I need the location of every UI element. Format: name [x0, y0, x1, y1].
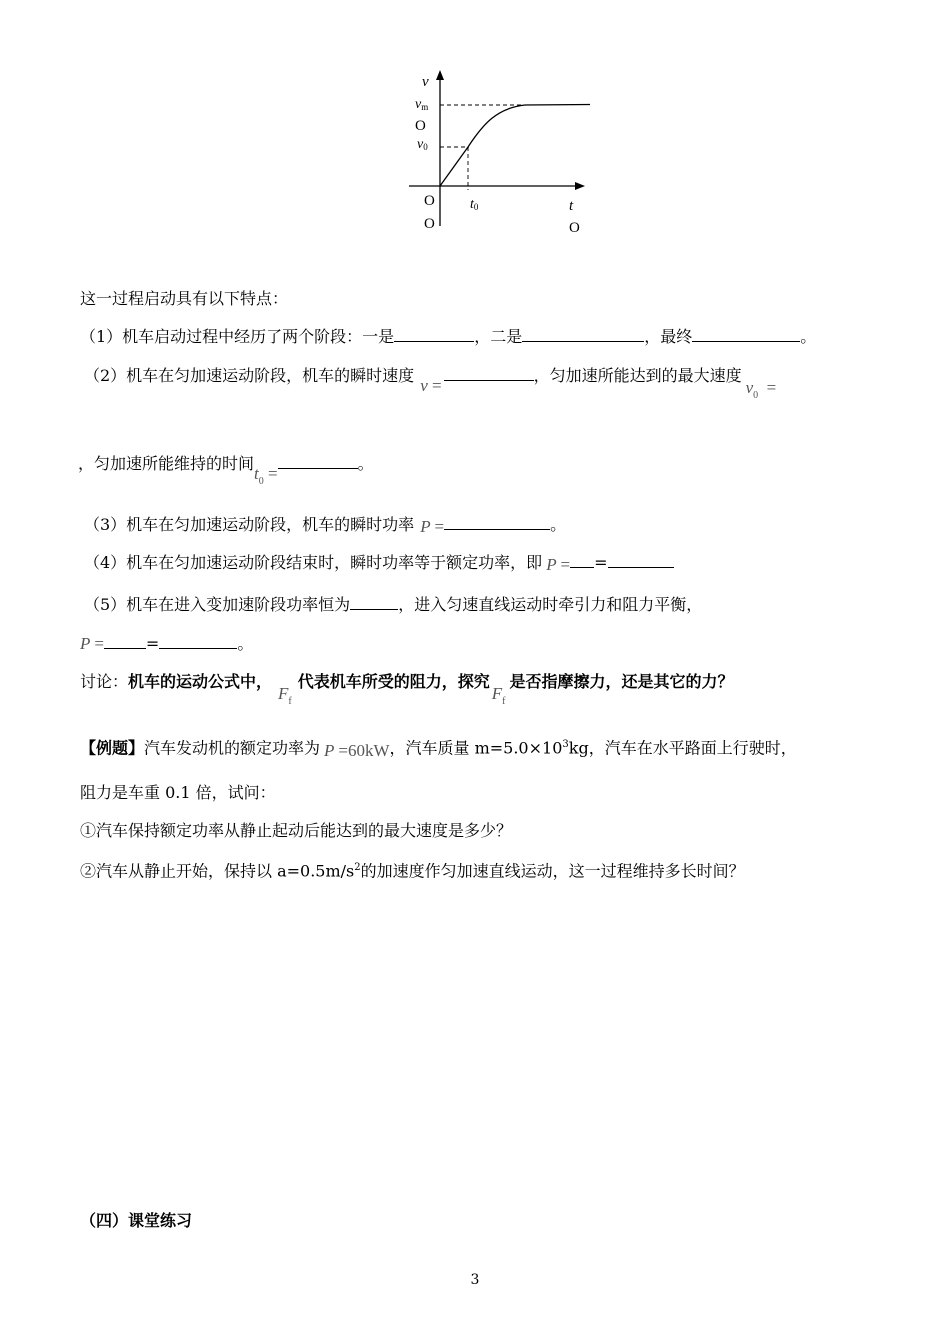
- question-1: ①汽车保持额定功率从静止起动后能达到的最大速度是多少？: [80, 821, 513, 840]
- item-2-v: v =: [420, 376, 442, 395]
- example-text-b: ，汽车质量 m=5.0×10: [389, 738, 563, 758]
- v-axis-label: v: [422, 74, 429, 90]
- discussion-text-c: 是否指摩擦力，还是其它的力？: [509, 672, 734, 691]
- item-4: [84, 551, 674, 574]
- velocity-time-graph: [395, 60, 605, 240]
- item-2b-t0: $t_0$ =: [254, 464, 278, 487]
- blank-duration: [278, 452, 358, 469]
- item-2b-end: 。: [357, 454, 374, 473]
- v0-label: v0: [417, 137, 428, 152]
- blank-stage-1: [394, 325, 474, 342]
- item-4-p: P =: [546, 555, 571, 574]
- blank-traction-2: [159, 632, 237, 649]
- item-1-text-b: ，二是: [474, 327, 523, 346]
- item-1-text-a: （1）机车启动过程中经历了两个阶段：一是: [80, 327, 395, 346]
- discussion-ff-1: $F_f$: [278, 684, 292, 707]
- item-5: [84, 593, 702, 616]
- blank-power-1: [570, 551, 594, 568]
- blank-stage-2: [522, 325, 644, 342]
- item-5-text-a: （5）机车在进入变加速阶段功率恒为: [84, 595, 351, 614]
- v-axis-arrow: [436, 70, 444, 80]
- item-3: [84, 513, 566, 536]
- example-line-2: 阻力是车重 0.1 倍，试问：: [80, 783, 276, 802]
- item-3-text-a: （3）机车在匀加速运动阶段，机车的瞬时功率: [84, 515, 415, 534]
- vm-label: vm: [415, 97, 429, 112]
- item-2b: [78, 452, 374, 487]
- discussion-ff-2: $F_f$: [491, 684, 506, 707]
- item-4-eq2: =: [594, 553, 608, 572]
- item-2-v0: $v_0$ =: [745, 378, 777, 401]
- discussion-label: 讨论：: [80, 672, 129, 691]
- t0-label: t0: [470, 197, 479, 212]
- item-1-text-c: ，最终: [644, 327, 693, 346]
- item-2b-text-a: ，匀加速所能维持的时间: [78, 454, 255, 473]
- example-power-formula: P =60kW: [324, 741, 390, 761]
- t-axis-label: t: [569, 198, 574, 214]
- item-1: [80, 325, 816, 348]
- question-2-text-b: 的加速度作匀加速直线运动，这一过程维持多长时间？: [360, 861, 745, 881]
- o-mark-4: O: [569, 220, 580, 236]
- item-5b-eq2: =: [145, 634, 160, 653]
- o-mark-3: O: [424, 216, 435, 232]
- item-3-p: P =: [420, 517, 445, 536]
- o-mark-2: O: [424, 193, 435, 209]
- example-label: 【例题】: [80, 738, 145, 758]
- item-1-text-d: 。: [800, 327, 817, 346]
- example-exp: 3: [562, 739, 569, 750]
- velocity-curve: [440, 105, 590, 187]
- page-number: 3: [470, 1272, 480, 1288]
- item-5b: [80, 632, 253, 655]
- item-5b-end: 。: [237, 634, 254, 653]
- item-4-text-a: （4）机车在匀加速运动阶段结束时，瞬时功率等于额定功率，即: [84, 553, 543, 572]
- item-2-text-a: （2）机车在匀加速运动阶段，机车的瞬时速度: [84, 366, 415, 385]
- example: [80, 734, 797, 759]
- question-2-exp: 2: [354, 862, 361, 873]
- intro-text: 这一过程启动具有以下特点：: [80, 289, 289, 308]
- example-text-a: 汽车发动机的额定功率为: [144, 738, 321, 758]
- discussion: [80, 671, 734, 707]
- blank-final: [692, 325, 800, 342]
- question-2-text-a: ②汽车从静止开始，保持以 a=0.5m/s: [80, 861, 355, 881]
- blank-traction-1: [104, 632, 146, 649]
- item-5-text-b: ，进入匀速直线运动时牵引力和阻力平衡，: [398, 595, 703, 614]
- blank-power-2: [608, 551, 674, 568]
- section-heading: （四）课堂练习: [80, 1211, 193, 1230]
- o-mark-1: O: [415, 118, 426, 134]
- blank-velocity: [444, 364, 534, 381]
- discussion-text-b: 代表机车所受的阻力，探究: [297, 672, 490, 691]
- item-2-text-b: ，匀加速所能达到的最大速度: [533, 366, 742, 385]
- discussion-text-a: 机车的运动公式中，: [128, 672, 273, 691]
- question-2: [80, 857, 745, 882]
- item-2: [84, 364, 777, 401]
- item-5b-p: P =: [80, 634, 104, 653]
- item-3-end: 。: [550, 515, 567, 534]
- t-axis-arrow: [575, 182, 585, 190]
- blank-instant-power: [444, 513, 550, 530]
- blank-constant-power: [350, 593, 398, 610]
- example-text-c: kg，汽车在水平路面上行驶时，: [568, 738, 797, 758]
